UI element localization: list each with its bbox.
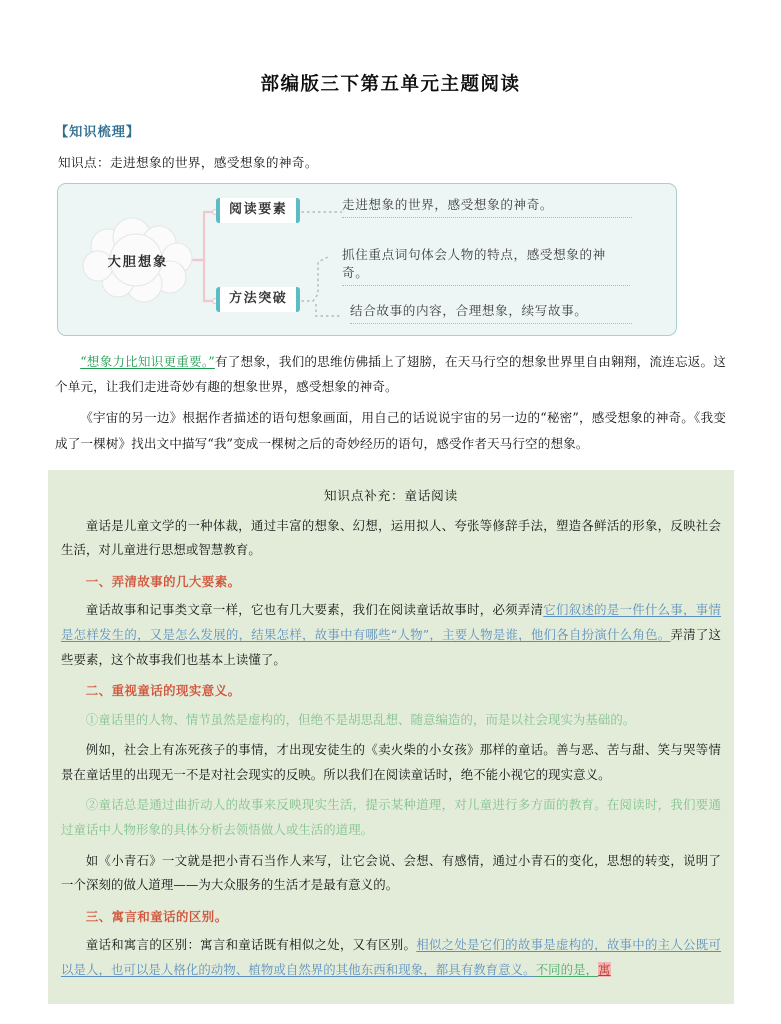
mindmap-leaf-2: 抓住重点词句体会人物的特点，感受想象的神奇。 xyxy=(342,246,630,286)
mindmap-card xyxy=(57,183,677,336)
mindmap-center-cloud xyxy=(74,216,202,304)
knowledge-point-line: 知识点：走进想象的世界，感受想象的神奇。 xyxy=(58,155,318,170)
mindmap-leaf-1: 走进想象的世界，感受想象的神奇。 xyxy=(342,196,632,218)
para-3-underlined-green: 不同的是， xyxy=(535,961,599,977)
body-paragraph-2: 《宇宙的另一边》根据作者描述的语句想象画面，用自己的话说说宇宙的另一边的“秘密”，感受想象的神奇。《我变成了一棵树》找出文中描写“我”变成一棵树之后的奇妙经历的语句，感受作者天马行空的想象。 xyxy=(55,410,726,451)
green-box-para-1 xyxy=(61,598,721,672)
body-paragraph-1-rest: 有了想象，我们的思维仿佛插上了翅膀，在天马行空的想象世界里自由翱翔，流连忘返。这个单元，让我们走进奇妙有趣的想象世界，感受想象的神奇。 xyxy=(55,354,727,395)
para-1-tail: 弄清了这些要素，这个故事我们也基本上读懂了。 xyxy=(61,627,721,667)
mindmap-node-reading-elements[interactable]: 阅读要素 xyxy=(216,198,300,223)
mindmap-node-method-breakthrough[interactable]: 方法突破 xyxy=(216,287,300,312)
green-box-item-2: ②童话总是通过曲折动人的故事来反映现实生活，提示某种道理，对儿童进行多方面的教育。在阅读时，我们要通过童话中人物形象的具体分析去领悟做人或生活的道理。 xyxy=(61,797,721,837)
para-3-lead: 童话和寓言的区别：寓言和童话既有相似之处，又有区别。 xyxy=(85,937,417,953)
para-3-highlight-red: 寓 xyxy=(598,961,611,977)
green-box-heading-2: 二、重视童话的现实意义。 xyxy=(85,683,241,699)
knowledge-supplement-box xyxy=(48,470,734,1005)
quote-imagination: “想象力比知识更重要。” xyxy=(80,354,215,369)
green-box-para-3 xyxy=(61,933,721,982)
mindmap-center-label: 大胆想象 xyxy=(107,254,169,270)
page-title: 部编版三下第五单元主题阅读 xyxy=(260,74,521,95)
green-box-item-2-example: 如《小青石》一文就是把小青石当作人来写，让它会说、会想、有感情，通过小青石的变化，思想的转变，说明了一个深刻的做人道理——为大众服务的生活才是最有意义的。 xyxy=(61,852,721,893)
green-box-item-1-example: 例如，社会上有冻死孩子的事情，才出现安徒生的《卖火柴的小女孩》那样的童话。善与恶、苦与甜、笑与哭等情景在童话里的出现无一不是对社会现实的反映。所以我们在阅读童话时，绝不能小视它的现实意义。 xyxy=(61,742,721,782)
green-box-item-1: ①童话里的人物、情节虽然是虚构的，但绝不是胡思乱想、随意编造的，而是以社会现实为基础的。 xyxy=(85,711,636,727)
green-box-heading-1: 一、弄清故事的几大要素。 xyxy=(85,573,241,589)
mindmap-leaf-3: 结合故事的内容，合理想象，续写故事。 xyxy=(350,302,632,324)
para-1-underlined: 它们叙述的是一件什么事，事情是怎样发生的，又是怎么发展的，结果怎样，故事中有哪些“人物”，主要人物是谁，他们各自扮演什么角色。 xyxy=(61,602,721,642)
green-box-title: 知识点补充：童话阅读 xyxy=(324,487,458,503)
section-heading-knowledge-review: 【知识梳理】 xyxy=(55,125,141,140)
para-1-lead: 童话故事和记事类文章一样，它也有几大要素，我们在阅读童话故事时，必须弄清 xyxy=(85,602,544,618)
body-paragraph-1 xyxy=(55,349,726,399)
green-box-heading-3: 三、寓言和童话的区别。 xyxy=(85,908,228,924)
fairytale-intro: 童话是儿童文学的一种体裁，通过丰富的想象、幻想，运用拟人、夸张等修辞手法，塑造各鲜活的形象，反映社会生活，对儿童进行思想或智慧教育。 xyxy=(61,517,721,558)
para-3-underlined-blue: 相似之处是它们的故事是虚构的，故事中的主人公既可以是人，也可以是人格化的动物、植物或自然界的其他东西和现象，都具有教育意义。 xyxy=(61,937,721,977)
